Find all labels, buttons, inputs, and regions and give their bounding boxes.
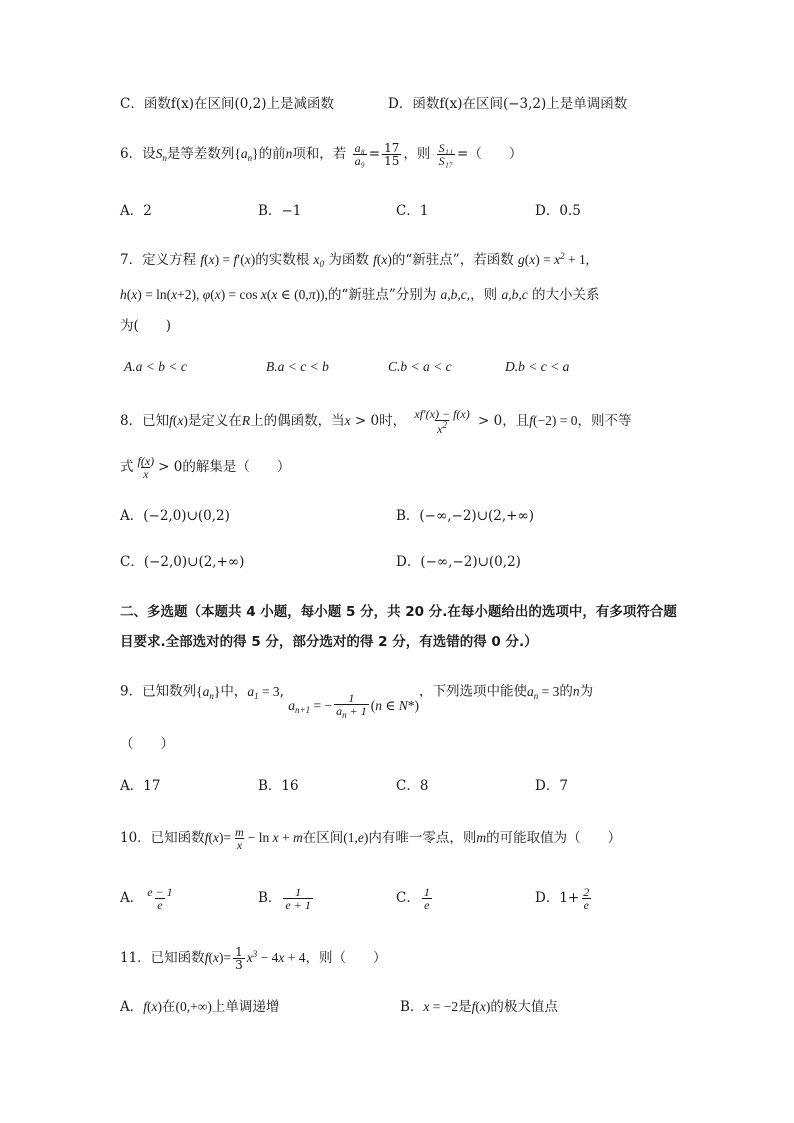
q10-option-c: C． $\frac{1}{e}$ bbox=[396, 885, 430, 912]
q9-option-a: A．17 bbox=[120, 778, 161, 794]
question-8-line-1: 8．已知f(x)是定义在R上的偶函数，当x > 0时， $\frac{xf'(x) - f(x)}{x^2}$ > 0，且f(−2) = 0，则不等 bbox=[120, 407, 632, 436]
q10-option-d: D．1+ $\frac{2}{e}$ bbox=[535, 885, 590, 912]
section-2-heading-line-2: 目要求.全部选对的得 5 分，部分选对的得 2 分，有选错的得 0 分.） bbox=[120, 634, 538, 650]
question-8-line-2: 式 $\frac{f(x)}{x}$ > 0的解集是（ ） bbox=[120, 454, 291, 481]
question-9-line-1: 9．已知数列$\{a_n\}$中，$a_1 = 3$, $a_{n+1}$ = − $\frac{1}{a_n + 1}$ (n ∈ N*)，下列选项中能使$a_n = 3$的n为 bbox=[120, 683, 594, 720]
question-11-stem: 11．已知函数f(x)= $\frac{1}{3}$ $x^3 - 4x + 4$，则（ ） bbox=[120, 945, 387, 972]
fraction-17-15: $\frac{17}{15}$ bbox=[384, 141, 400, 168]
q7-option-d: D.b < c < a bbox=[505, 359, 570, 374]
fraction-fx-over-x: $\frac{f(x)}{x}$ bbox=[137, 454, 155, 481]
question-10-stem: 10．已知函数f(x)= $\frac{m}{x}$ − ln x + m在区间(1,e)内有唯一零点，则m的可能取值为（ ） bbox=[120, 825, 622, 852]
q9-option-c: C．8 bbox=[396, 778, 429, 794]
question-7-line-3: 为( ) bbox=[120, 318, 172, 334]
q9-option-b: B．16 bbox=[258, 778, 299, 794]
q9-option-d: D．7 bbox=[535, 778, 568, 794]
fraction-s11-s17: $\frac{\text{S₁₁}}{\text{S₁₇}}$ bbox=[438, 141, 454, 168]
q6-option-a: A．2 bbox=[120, 203, 152, 219]
fraction-m-over-x: $\frac{m}{x}$ bbox=[235, 825, 244, 852]
fraction-1-over-an-plus-1: $\frac{1}{a_n + 1}$ bbox=[336, 691, 367, 720]
q10-option-a: A． $\frac{e - 1}{e}$ bbox=[120, 885, 173, 912]
question-9-line-2: （ ） bbox=[120, 736, 174, 752]
q11-option-a: A．f(x)在(0,+∞)上单调递增 bbox=[120, 999, 280, 1015]
question-6-stem: 6．设$S_n$是等差数列$\{a_n\}$的前n项和，若 $\frac{\text{a₈}}{\text{a₉}}$ = $\frac{17}{15}$ ，则 $\frac{\text{S₁₁}}{\text{S₁₇}}$ =（ ） bbox=[120, 141, 523, 168]
q5-option-d: D．函数f(x)在区间(−3,2)上是单调函数 bbox=[388, 96, 628, 112]
q7-option-b: B.a < c < b bbox=[266, 359, 329, 374]
question-7-line-2: h(x) = ln(x+2), φ(x) = cos x(x ∈ (0,π)),的“新驻点”分别为 a,b,c,，则 a,b,c 的大小关系 bbox=[120, 287, 600, 303]
q8-option-d: D．(−∞,−2)∪(0,2) bbox=[396, 554, 521, 570]
q5-option-c: C．函数f(x)在区间(0,2)上是减函数 bbox=[120, 96, 334, 112]
fraction-xfprime-minus-f: $\frac{xf'(x) - f(x)}{x^2}$ bbox=[414, 407, 470, 436]
q7-option-c: C.b < a < c bbox=[388, 359, 452, 374]
q6-option-c: C．1 bbox=[396, 203, 429, 219]
q6-option-d: D．0.5 bbox=[535, 203, 581, 219]
q8-option-b: B．(−∞,−2)∪(2,+∞) bbox=[396, 508, 534, 524]
q7-option-a: A.a < b < c bbox=[124, 359, 187, 374]
fraction-a8-a9: $\frac{\text{a₈}}{\text{a₉}}$ bbox=[354, 141, 365, 168]
section-2-heading-line-1: 二、多选题（本题共 4 小题，每小题 5 分，共 20 分.在每小题给出的选项中，有多项符合题 bbox=[120, 604, 677, 620]
q8-option-a: A．(−2,0)∪(0,2) bbox=[120, 508, 230, 524]
q11-option-b: B．x = −2是f(x)的极大值点 bbox=[400, 999, 558, 1015]
q8-option-c: C．(−2,0)∪(2,+∞) bbox=[120, 554, 245, 570]
question-7-line-1: 7．定义方程 f(x) = f′(x)的实数根 $x_0$ 为函数 f(x)的“新驻点”，若函数 $g(x) = x^2 + 1$, bbox=[120, 251, 590, 269]
q10-option-b: B． $\frac{1}{e + 1}$ bbox=[258, 885, 311, 912]
q6-option-b: B．−1 bbox=[258, 203, 302, 219]
fraction-1-over-3: $\frac{1}{3}$ bbox=[235, 945, 243, 972]
